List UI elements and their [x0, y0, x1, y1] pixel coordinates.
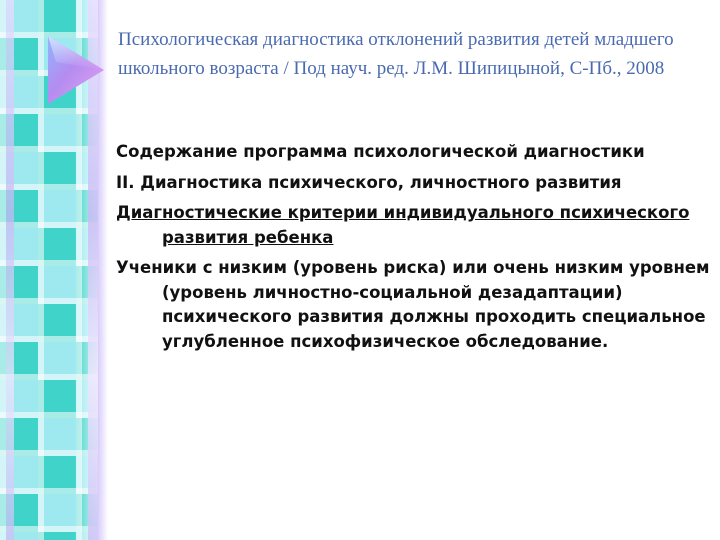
paragraph-criteria-link: Диагностические критерии индивидуального психического развития ребенка — [116, 203, 690, 247]
paragraph-section-two: II. Диагностика психического, личностного развития — [116, 172, 622, 192]
slide-body — [116, 140, 716, 360]
band-stripe-left — [6, 0, 14, 540]
paragraph-students-risk: Ученики с низким (уровень риска) или очень низким уровнем (уровень личностно-социальной дезадаптации) психического развития должны проходить специальное углубленное психофизическое обследование. — [116, 258, 710, 351]
triangle-play-icon — [46, 34, 106, 106]
paragraph-program-contents: Содержание программа психологической диагностики — [116, 142, 645, 161]
slide-title: Психологическая диагностика отклонений развития детей младшего школьного возраста / Под науч. ред. Л.М. Шипицыной, С-Пб., 2008 — [118, 29, 674, 79]
